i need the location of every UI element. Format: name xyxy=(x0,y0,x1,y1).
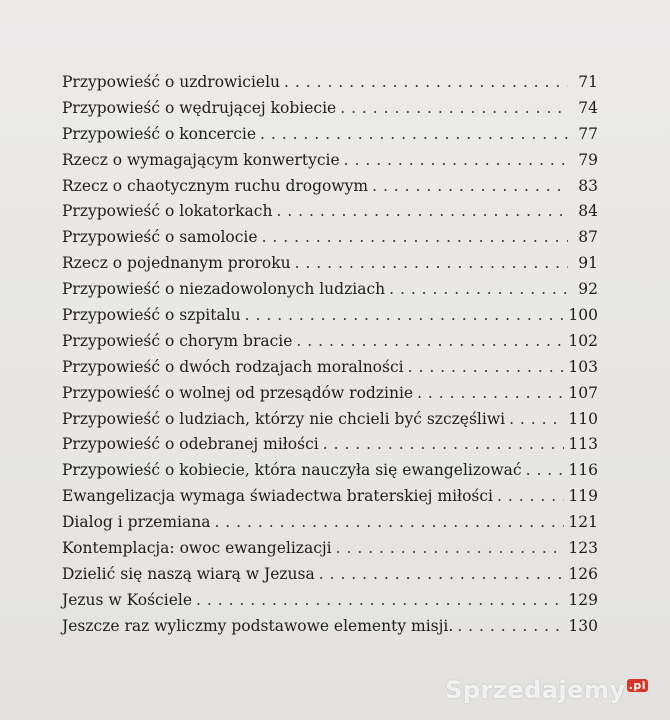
toc-entry-title: Przypowieść o odebranej miłości xyxy=(62,435,319,454)
leader-dots xyxy=(214,510,564,536)
leader-dots xyxy=(260,122,568,148)
leader-dots xyxy=(526,458,565,484)
toc-entry-page: 102 xyxy=(568,331,598,350)
toc-entry-page: 71 xyxy=(578,73,598,91)
toc-entry xyxy=(62,407,598,433)
toc-entry xyxy=(62,562,598,588)
toc-entry-title: Przypowieść o koncercie xyxy=(62,124,257,143)
toc-entry-page: 91 xyxy=(578,254,598,273)
toc-entry-title: Przypowieść o lokatorkach xyxy=(62,202,273,221)
toc-entry-title: Jeszcze raz wyliczmy podstawowe elementy misji. xyxy=(62,616,454,635)
watermark-logo xyxy=(445,676,648,704)
leader-dots xyxy=(408,355,565,381)
toc-entry-page: 119 xyxy=(568,487,598,506)
leader-dots xyxy=(323,432,565,458)
toc-entry-title: Dzielić się naszą wiarą w Jezusa xyxy=(62,564,315,583)
toc-entry-page: 116 xyxy=(568,461,598,480)
toc-entry-title: Rzecz o wymagającym konwertycie xyxy=(62,150,340,169)
toc-entry xyxy=(62,70,598,96)
toc-entry-page: 113 xyxy=(568,435,598,454)
toc-entry xyxy=(62,329,598,355)
toc-entry-page: 110 xyxy=(568,409,598,428)
leader-dots xyxy=(196,588,564,614)
toc-entry-page: 121 xyxy=(568,513,598,532)
leader-dots xyxy=(296,329,564,355)
toc-entry-title: Kontemplacja: owoc ewangelizacji xyxy=(62,539,332,558)
toc-entry-title: Przypowieść o wędrującej kobiecie xyxy=(62,98,337,117)
toc-entry-title: Przypowieść o chorym bracie xyxy=(62,331,293,350)
toc-entry xyxy=(62,536,598,562)
toc-entry-page: 84 xyxy=(578,202,598,221)
toc-entry-page: 130 xyxy=(568,616,598,635)
toc-entry xyxy=(62,251,598,277)
toc-entry xyxy=(62,484,598,510)
toc-entry xyxy=(62,225,598,251)
leader-dots xyxy=(319,562,565,588)
leader-dots xyxy=(417,381,564,407)
toc-entry-title: Rzecz o chaotycznym ruchu drogowym xyxy=(62,176,369,195)
leader-dots xyxy=(295,251,568,277)
toc-entry-title: Przypowieść o ludziach, którzy nie chcieli być szczęśliwi xyxy=(62,409,506,428)
toc-entry-page: 107 xyxy=(568,383,598,402)
toc-entry-page: 103 xyxy=(568,357,598,376)
leader-dots xyxy=(372,174,568,200)
toc-entry-page: 126 xyxy=(568,564,598,583)
toc-entry-page: 74 xyxy=(578,98,598,117)
toc-entry xyxy=(62,432,598,458)
toc-entry-title: Przypowieść o kobiecie, która nauczyła się ewangelizować xyxy=(62,461,522,480)
leader-dots xyxy=(262,225,568,251)
toc-entry-title: Jezus w Kościele xyxy=(62,590,193,609)
toc-entry xyxy=(62,199,598,225)
toc-entry-title: Dialog i przemiana xyxy=(62,513,211,532)
toc-entry-title: Przypowieść o wolnej od przesądów rodzinie xyxy=(62,383,414,402)
toc-entry-title: Przypowieść o samolocie xyxy=(62,228,258,247)
toc-entry xyxy=(62,355,598,381)
leader-dots xyxy=(245,303,565,329)
toc-entry xyxy=(62,96,598,122)
toc-entry-page: 92 xyxy=(578,280,598,299)
leader-dots xyxy=(344,148,568,174)
toc-entry-page: 79 xyxy=(578,150,598,169)
toc-entry-page: 77 xyxy=(578,124,598,143)
toc-entry xyxy=(62,148,598,174)
toc-entry-title: Przypowieść o niezadowolonych ludziach xyxy=(62,280,386,299)
toc-entry-title: Przypowieść o szpitalu xyxy=(62,306,241,325)
leader-dots xyxy=(389,277,568,303)
toc-entry-title: Ewangelizacja wymaga świadectwa braterskiej miłości xyxy=(62,487,493,506)
leader-dots xyxy=(457,614,564,640)
toc-entry xyxy=(62,303,598,329)
toc-entry-title: Przypowieść o dwóch rodzajach moralności xyxy=(62,357,404,376)
leader-dots xyxy=(340,96,568,122)
toc-entry xyxy=(62,174,598,200)
leader-dots xyxy=(509,407,564,433)
toc-entry xyxy=(62,277,598,303)
leader-dots xyxy=(276,199,568,225)
watermark-tld: .pl xyxy=(628,679,646,692)
toc-entry-title: Przypowieść o uzdrowicielu xyxy=(62,73,281,91)
toc-entry xyxy=(62,588,598,614)
leader-dots xyxy=(284,70,568,96)
toc-entry xyxy=(62,381,598,407)
toc-entry-page: 87 xyxy=(578,228,598,247)
toc-entry xyxy=(62,458,598,484)
toc-entry-page: 83 xyxy=(578,176,598,195)
toc-entry-title: Rzecz o pojednanym proroku xyxy=(62,254,291,273)
leader-dots xyxy=(497,484,564,510)
leader-dots xyxy=(336,536,565,562)
toc-entry-page: 129 xyxy=(568,590,598,609)
toc-entry xyxy=(62,510,598,536)
toc-entry xyxy=(62,614,598,640)
table-of-contents xyxy=(62,70,598,640)
watermark-name: Sprzedajemy xyxy=(445,676,626,704)
toc-entry-page: 100 xyxy=(568,306,598,325)
toc-entry xyxy=(62,122,598,148)
toc-entry-page: 123 xyxy=(568,539,598,558)
